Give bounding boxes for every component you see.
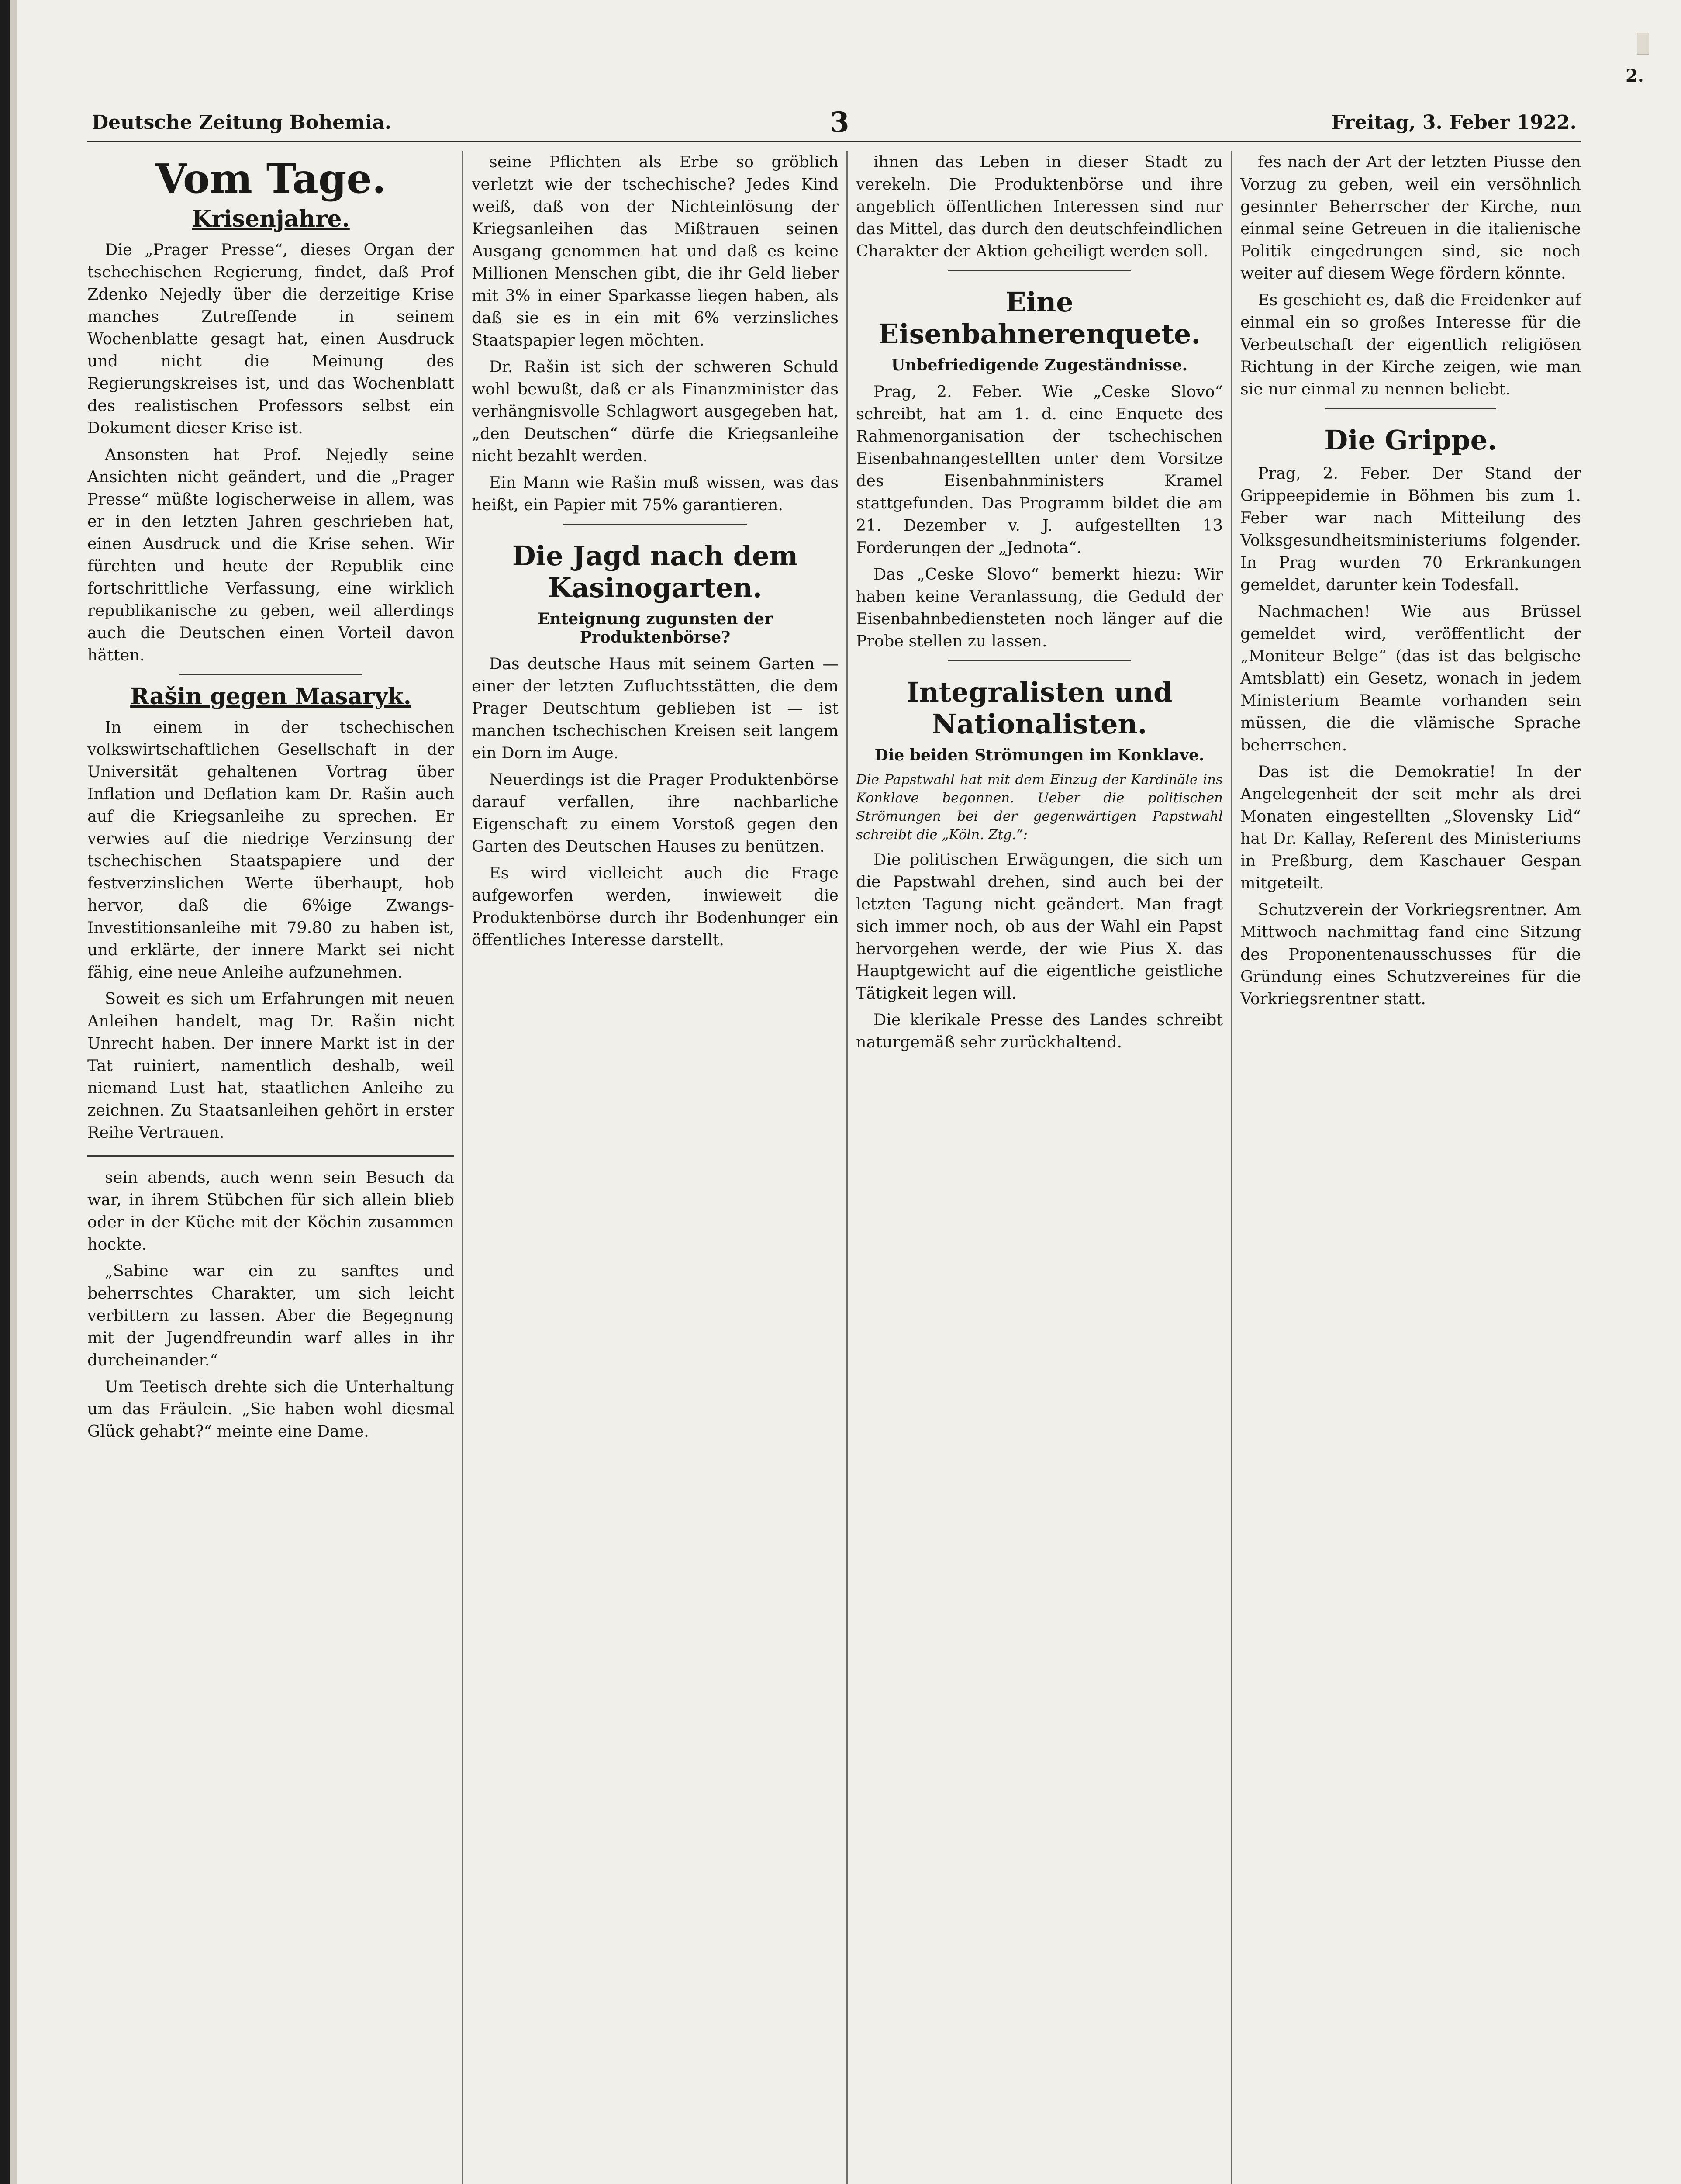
article-paragraph: Das ist die Demokratie! In der Angelegenheit der seit mehr als drei Monaten eingestellten „Slovensky Lid“ hat Dr. Kallay, Referent des Ministeriums in Preßburg, dem Kaschauer Gespan mitgeteilt. [1240, 762, 1581, 892]
article-paragraph: seine Pflichten als Erbe so gröblich verletzt wie der tschechische? Jedes Kind weiß, daß von der Nichteinlösung der Kriegsanleihen das Mißtrauen seinen Ausgang genommen hat und daß es keine Millionen Menschen gibt, die ihr Geld lieber mit 3% in einer Sparkasse liegen haben, als daß sie es in ein mit 6% verzinsliches Staatspapier legen möchten. [472, 152, 839, 349]
article-heading: Eine Eisenbahnerenquete. [878, 286, 1201, 350]
column-rule [846, 151, 848, 2184]
article-heading: Integralisten und Nationalisten. [906, 676, 1173, 740]
article-paragraph: Schutzverein der Vorkriegsrentner. Am Mittwoch nachmittag fand eine Sitzung des Proponentenausschusses für die Gründung eines Schutzvereines für die Vorkriegsrentner statt. [1240, 900, 1581, 1008]
separator [179, 674, 362, 675]
article-paragraph: Prag, 2. Feber. Der Stand der Grippeepidemie in Böhmen bis zum 1. Feber war nach Mitteilung des Volksgesundheitsministeriums folgender. In Prag wurden 70 Erkrankungen gemeldet, darunter kein Todesfall. [1240, 464, 1581, 594]
column-3 [856, 151, 1223, 2184]
column-4 [1240, 151, 1581, 2184]
editor-note: Die Papstwahl hat mit dem Einzug der Kardinäle ins Konklave begonnen. Ueber die politischen Strömungen bei der gegenwärtigen Papstwahl schreibt die „Köln. Ztg.“: [856, 772, 1223, 843]
article-paragraph: Die politischen Erwägungen, die sich um die Papstwahl drehen, sind auch bei der letzten Tagung nicht geändert. Man fragt sich immer noch, ob aus der Wahl ein Papst hervorgehen werde, der wie Pius X. das Hauptgewicht auf die eigentliche geistliche Tätigkeit legen will. [856, 850, 1223, 1002]
column-rule [462, 151, 463, 2184]
binding-tab [1637, 33, 1649, 55]
article-paragraph: Prag, 2. Feber. Wie „Ceske Slovo“ schreibt, hat am 1. d. eine Enquete des Rahmenorganisation der tschechischen Eisenbahnangestellten unter dem Vorsitze des Eisenbahnministers Kramel stattgefunden. Das Programm bildet die am 21. Dezember v. J. aufgestellten 13 Forderungen der „Jednota“. [856, 382, 1223, 557]
section-title: Vom Tage. [155, 155, 386, 202]
scan-edge [0, 0, 10, 2184]
story-paragraph: „Sabine war ein zu sanftes und beherrschtes Charakter, um sich leicht verbittern zu lassen. Aber die Begegnung mit der Jugendfreundin warf alles in ihr durcheinander.“ [87, 1261, 454, 1369]
separator [563, 524, 747, 525]
article-subheading: Die beiden Strömungen im Konklave. [874, 746, 1205, 764]
article-paragraph: Die klerikale Presse des Landes schreibt naturgemäß sehr zurückhaltend. [856, 1010, 1223, 1051]
tab-number: 2. [1626, 66, 1644, 86]
article-heading: Krisenjahre. [192, 206, 350, 232]
article-paragraph: In einem in der tschechischen volkswirtschaftlichen Gesellschaft in der Universität gehaltenen Vortrag über Inflation und Deflation kam Dr. Rašin auch auf die Kriegsanleihe zu sprechen. Er verwies auf die niedrige Verzinsung der tschechischen Staatspapiere und der festverzinslichen Werte überhaupt, hob hervor, daß die 6%ige Zwangs-Investitionsanleihe mit 79.80 zu haben ist, und erklärte, der innere Markt sei nicht fähig, eine neue Anleihe aufzunehmen. [87, 718, 454, 981]
newspaper-name: Deutsche Zeitung Bohemia. [92, 111, 392, 134]
article-heading: Rašin gegen Masaryk. [130, 683, 411, 710]
article-paragraph: Es wird vielleicht auch die Frage aufgeworfen werden, inwieweit die Produktenbörse durch ihr Bodenhunger ein öffentliches Interesse darstellt. [472, 864, 839, 949]
page-number: 3 [830, 106, 849, 139]
scan-edge-shadow [10, 0, 17, 2184]
column-2 [472, 151, 839, 2184]
article-paragraph: Nachmachen! Wie aus Brüssel gemeldet wird, veröffentlicht der „Moniteur Belge“ (das ist das belgische Amtsblatt) ein Gesetz, wonach in jedem Ministerium Beamte vorhanden sein müssen, die die vlämische Sprache beherrschen. [1240, 602, 1581, 754]
header-rule [87, 141, 1581, 142]
issue-date: Freitag, 3. Feber 1922. [1331, 111, 1577, 134]
article-paragraph: Neuerdings ist die Prager Produktenbörse darauf verfallen, ihre nachbarliche Eigenschaft zu einem Vorstoß gegen den Garten des Deutschen Hauses zu benützen. [472, 770, 839, 856]
article-paragraph: Soweit es sich um Erfahrungen mit neuen Anleihen handelt, mag Dr. Rašin nicht Unrecht haben. Der innere Markt ist in der Tat ruiniert, namentlich deshalb, weil niemand Lust hat, staatlichen Anleihe zu zeichnen. Zu Staatsanleihen gehört in erster Reihe Vertrauen. [87, 989, 454, 1142]
separator [948, 660, 1131, 661]
story-paragraph: sein abends, auch wenn sein Besuch da war, in ihrem Stübchen für sich allein blieb oder in der Küche mit der Köchin zusammen hockte. [87, 1168, 454, 1254]
column-rule [1231, 151, 1232, 2184]
article-paragraph: Ansonsten hat Prof. Nejedly seine Ansichten nicht geändert, und die „Prager Presse“ müßte logischerweise in allem, was er in den letzten Jahren geschrieben hat, einen Ausdruck und die Krise sehen. Wir fürchten und heute der Republik eine fortschrittliche Verfassung, eine wirklich republikanische zu geben, weil allerdings auch die Deutschen einen Vorteil davon hätten. [87, 445, 454, 664]
article-paragraph: Das deutsche Haus mit seinem Garten — einer der letzten Zufluchtsstätten, die dem Prager Deutschtum geblieben ist — ist manchen tschechischen Kreisen seit langem ein Dorn im Auge. [472, 654, 839, 762]
article-heading: Die Jagd nach dem Kasinogarten. [512, 540, 798, 604]
article-heading: Die Grippe. [1324, 424, 1497, 456]
article-paragraph: Ein Mann wie Rašin muß wissen, was das heißt, ein Papier mit 75% garantieren. [472, 473, 839, 514]
feuilleton-rule [87, 1155, 454, 1157]
article-paragraph: Das „Ceske Slovo“ bemerkt hiezu: Wir haben keine Veranlassung, die Geduld der Eisenbahnbediensteten noch länger auf die Probe stellen zu lassen. [856, 565, 1223, 650]
separator [948, 270, 1131, 271]
article-paragraph: Dr. Rašin ist sich der schweren Schuld wohl bewußt, daß er als Finanzminister das verhängnisvolle Schlagwort ausgegeben hat, „den Deutschen“ dürfe die Kriegsanleihe nicht bezahlt werden. [472, 357, 839, 465]
article-paragraph: fes nach der Art der letzten Piusse den Vorzug zu geben, weil ein versöhnlich gesinnter Beherrscher der Kirche, nun einmal seine Getreuen in die italienische Politik eingedrungen sind, sie noch weiter auf diesem Wege fördern könnte. [1240, 152, 1581, 283]
article-paragraph: Die „Prager Presse“, dieses Organ der tschechischen Regierung, findet, daß Prof Zdenko Nejedly über die derzeitige Krise manches Zutreffende in seinem Wochenblatte gesagt hat, einen Ausdruck und nicht die Meinung des Regierungskreises ist, und das Wochenblatt des realistischen Professors selbst ein Dokument dieser Krise ist. [87, 240, 454, 437]
column-1 [87, 151, 454, 2184]
article-paragraph: Es geschieht es, daß die Freidenker auf einmal ein so großes Interesse für die Verbeutschaft der eigentlich religiösen Richtung in der Kirche zeigen, wie man sie nur einmal zu nennen beliebt. [1240, 290, 1581, 398]
story-paragraph: Um Teetisch drehte sich die Unterhaltung um das Fräulein. „Sie haben wohl diesmal Glück gehabt?“ meinte eine Dame. [87, 1377, 454, 1441]
article-subheading: Enteignung zugunsten der Produktenbörse? [538, 610, 773, 646]
article-paragraph: ihnen das Leben in dieser Stadt zu verekeln. Die Produktenbörse und ihre angeblich öffentlichen Interessen sind nur das Mittel, das durch den deutschfeindlichen Charakter der Aktion geheiligt werden soll. [856, 152, 1223, 260]
article-subheading: Unbefriedigende Zugeständnisse. [891, 356, 1188, 374]
separator [1325, 408, 1496, 409]
